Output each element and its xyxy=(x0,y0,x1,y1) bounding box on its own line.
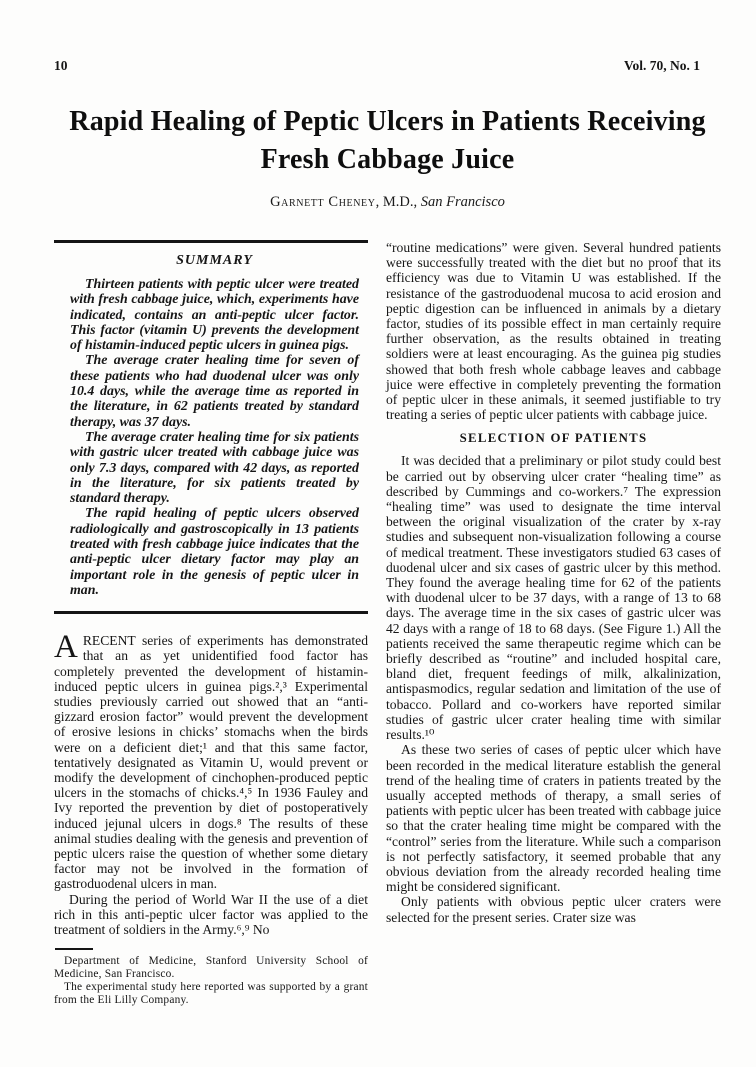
body-paragraph: As these two series of cases of peptic ulcer which have been recorded in the medical literature establish the general trend of the healing time of craters in patients treated by the usually accepted methods of therapy, a small series of patients with peptic ulcer has been treated with cabbage juice so that the crater healing time might be compared with the “control” series from the literature. While such a comparison is not perfectly satisfactory, it seemed probable that any obvious deviation from the already recorded healing time might be considered significant. xyxy=(386,742,721,895)
byline xyxy=(54,194,721,211)
article-title-line-1: Rapid Healing of Peptic Ulcers in Patients Receiving xyxy=(69,106,706,137)
article-title xyxy=(54,103,721,179)
opening-paragraph xyxy=(54,629,368,892)
summary-heading: SUMMARY xyxy=(176,253,253,268)
body-paragraph: Only patients with obvious peptic ulcer craters were selected for the present series. Crater size was xyxy=(386,894,721,925)
right-column xyxy=(386,240,721,1007)
continuation-paragraph: “routine medications” were given. Several hundred patients were successfully treated with the diet but no proof that its efficiency was due to Vitamin U was established. If the resistance of the gastroduodenal mucosa to acid erosion and peptic digestion can be influenced in animals by a dietary factor, studies of its possible effect in man certainly require further observation, as the results obtained in treating soldiers were at least encouraging. As the guinea pig studies showed that both fresh whole cabbage leaves and cabbage juice were effective in completely preventing the formation of peptic ulcer in these animals, it seemed justifiable to try treating a series of peptic ulcer patients with cabbage juice. xyxy=(386,240,721,423)
footnote-section xyxy=(54,948,368,1007)
footnote-rule xyxy=(55,948,93,950)
author-degree: , M.D., xyxy=(375,194,421,210)
summary-paragraph: The rapid healing of peptic ulcers observed radiologically and gastroscopically in 13 patients treated with fresh cabbage juice indicates that the anti-peptic ulcer dietary factor may play an important role in the genesis of peptic ulcer in man. xyxy=(70,506,359,598)
body-paragraph: During the period of World War II the use of a diet rich in this anti-peptic ulcer factor was applied to the treatment of soldiers in the Army.⁶,⁹ No xyxy=(54,891,368,938)
opening-paragraph-text: RECENT series of experiments has demonstrated that an as yet unidentified food factor has completely prevented the development of histamin-induced peptic ulcers in guinea pigs.²,³ Experimental studies previously carried out showed that an “anti-gizzard erosion factor” would prevent the development of erosive lesions in chicks’ stomachs when the birds were on a deficient diet;¹ and that this same factor, tentatively designated as Vitamin U, would prevent or modify the development of cinchophen-produced peptic ulcers in the stomachs of chicks.⁴,⁵ In 1936 Fauley and Ivy reported the prevention by diet of postoperatively induced jejunal ulcers in dogs.⁸ The results of these animal studies dealing with the genesis and prevention of peptic ulcers raise the question of whether some dietary factor may not be involved in the formation of gastroduodenal ulcers in man. xyxy=(54,633,368,892)
author-name: Garnett Cheney xyxy=(270,194,376,210)
left-column xyxy=(54,240,368,1007)
summary-paragraph: Thirteen patients with peptic ulcer were treated with fresh cabbage juice, which, experiments have indicated, contains an anti-peptic ulcer factor. This factor (vitamin U) prevents the development of histamin-induced peptic ulcers in guinea pigs. xyxy=(70,277,359,354)
summary-paragraph: The average crater healing time for seven of these patients who had duodenal ulcer was only 10.4 days, while the average time as reported in the literature, in 62 patients treated by standard therapy, was 37 days. xyxy=(70,353,359,430)
body-paragraph: It was decided that a preliminary or pilot study could best be carried out by observing ulcer crater “healing time” as described by Cummings and co-workers.⁷ The expression “healing time” was used to designate the time interval between the original visualization of the crater by x-ray studies and subsequent non-visualization following a course of medical treatment. These investigators studied 63 cases of duodenal ulcer and six cases of gastric ulcer by this method. They found the average healing time for 62 of the patients with duodenal ulcer to be 37 days, with a range of 13 to 68 days. The average time in the six cases of gastric ulcer was 42 days with a range of 18 to 68 days. (See Figure 1.) All the patients received the same therapeutic regime which can be briefly described as “routine” and included hospital care, bland diet, frequent feedings of milk, alkalinization, antispasmodics, regular sedation and limitation of the use of tobacco. Pollard and co-workers have reported similar studies of gastric ulcer crater healing time with similar results.¹⁰ xyxy=(386,453,721,743)
footnote-line: Department of Medicine, Stanford University School of Medicine, San Francisco. xyxy=(54,955,368,981)
section-heading: SELECTION OF PATIENTS xyxy=(459,431,648,446)
summary-box xyxy=(54,240,368,614)
article-title-line-2: Fresh Cabbage Juice xyxy=(260,144,515,175)
author-location: San Francisco xyxy=(420,194,505,210)
summary-paragraph: The average crater healing time for six patients with gastric ulcer treated with cabbage juice was only 7.3 days, compared with 42 days, as reported in the literature, for six patients treated by standard therapy. xyxy=(70,429,359,507)
volume-issue: Vol. 70, No. 1 xyxy=(623,58,700,73)
drop-cap: A xyxy=(54,629,78,666)
footnote-line: The experimental study here reported was supported by a grant from the Eli Lilly Company. xyxy=(54,981,368,1007)
page-header xyxy=(54,58,721,74)
page-number: 10 xyxy=(54,58,68,73)
content-columns xyxy=(54,240,721,1007)
